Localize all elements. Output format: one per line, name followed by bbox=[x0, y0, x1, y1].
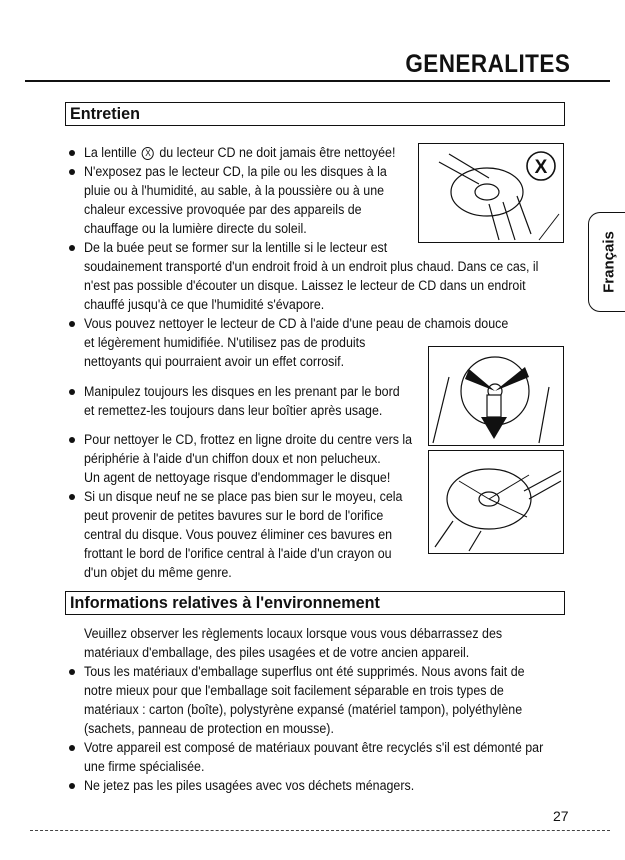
text-line: N'exposez pas le lecteur CD, la pile ou les disques à la bbox=[84, 164, 387, 179]
text-line: n'est pas possible d'écouter un disque. Laissez le lecteur de CD dans un endroit bbox=[84, 278, 526, 293]
text-line: matériaux d'emballage, des piles usagées et de votre ancien appareil. bbox=[84, 645, 470, 660]
text-fragment: La lentille bbox=[84, 145, 137, 160]
illustration-lens bbox=[418, 143, 564, 243]
text-line: notre mieux pour que l'emballage soit facilement séparable en trois types de bbox=[84, 683, 504, 698]
bullet bbox=[69, 437, 75, 443]
text-line: central du disque. Vous pouvez éliminer ces bavures en bbox=[84, 527, 393, 542]
bullet bbox=[69, 245, 75, 251]
bullet bbox=[69, 321, 75, 327]
text-line: frottant le bord de l'orifice central à l'aide d'un crayon ou bbox=[84, 546, 392, 561]
text-line: une firme spécialisée. bbox=[84, 759, 205, 774]
text-fragment: du lecteur CD ne doit jamais être nettoyée! bbox=[159, 145, 396, 160]
text-line: chaleur excessive provoquée par des appareils de bbox=[84, 202, 362, 217]
top-rule bbox=[25, 80, 610, 82]
bottom-rule bbox=[30, 830, 610, 831]
section-title: Informations relatives à l'environnement bbox=[70, 593, 380, 612]
lens-symbol-icon: X bbox=[142, 147, 154, 160]
text-line: d'un objet du même genre. bbox=[84, 565, 232, 580]
text-line: De la buée peut se former sur la lentille si le lecteur est bbox=[84, 240, 388, 255]
text-line: Un agent de nettoyage risque d'endommager le disque! bbox=[84, 470, 391, 485]
language-tab bbox=[588, 212, 625, 312]
text-line: périphérie à l'aide d'un chiffon doux et non pelucheux. bbox=[84, 451, 381, 466]
text-line: nettoyants qui pourraient avoir un effet corrosif. bbox=[84, 354, 345, 369]
bullet bbox=[69, 745, 75, 751]
text-line: matériaux : carton (boîte), polystyrène expansé (matériel tampon), polyéthylène bbox=[84, 702, 523, 717]
text-line: Pour nettoyer le CD, frottez en ligne droite du centre vers la bbox=[84, 432, 413, 447]
text-line: (sachets, panneau de protection en mousse). bbox=[84, 721, 334, 736]
bullet bbox=[69, 669, 75, 675]
text-line: Votre appareil est composé de matériaux pouvant être recyclés s'il est démonté par bbox=[84, 740, 544, 755]
text-line bbox=[84, 143, 395, 162]
section-title: Entretien bbox=[70, 104, 141, 123]
text-line: chauffé jusqu'à ce que l'humidité s'évapore. bbox=[84, 297, 325, 312]
text-line: peut provenir de petites bavures sur le bord de l'orifice bbox=[84, 508, 384, 523]
bullet bbox=[69, 389, 75, 395]
illustration-disc-handling bbox=[428, 346, 564, 446]
illustration-disc-cleaning bbox=[428, 450, 564, 554]
bullet bbox=[69, 783, 75, 789]
text-line: et légèrement humidifiée. N'utilisez pas de produits bbox=[84, 335, 366, 350]
page-number: 27 bbox=[553, 808, 569, 824]
bullet bbox=[69, 494, 75, 500]
disc-hand-icon bbox=[429, 347, 563, 445]
text-line: et remettez-les toujours dans leur boîtier après usage. bbox=[84, 403, 383, 418]
text-line: soudainement transporté d'un endroit froid à un endroit plus chaud. Dans ce cas, il bbox=[84, 259, 539, 274]
text-line: Veuillez observer les règlements locaux lorsque vous vous débarrassez des bbox=[84, 626, 503, 641]
cd-lens-icon bbox=[419, 144, 563, 242]
text-line: Ne jetez pas les piles usagées avec vos déchets ménagers. bbox=[84, 778, 415, 793]
text-line: Manipulez toujours les disques en les prenant par le bord bbox=[84, 384, 400, 399]
svg-text:X: X bbox=[534, 157, 548, 178]
text-line: pluie ou à l'humidité, au sable, à la poussière ou à une bbox=[84, 183, 385, 198]
section-heading-maintenance bbox=[65, 102, 565, 126]
text-line: chauffage ou la lumière directe du soleil. bbox=[84, 221, 307, 236]
text-line: Si un disque neuf ne se place pas bien sur le moyeu, cela bbox=[84, 489, 403, 504]
language-tab-label: Français bbox=[600, 231, 617, 293]
section-heading-environment bbox=[65, 591, 565, 615]
page-title: GENERALITES bbox=[405, 50, 570, 78]
bullet bbox=[69, 169, 75, 175]
text-line: Tous les matériaux d'emballage superflus ont été supprimés. Nous avons fait de bbox=[84, 664, 525, 679]
bullet bbox=[69, 150, 75, 156]
disc-wipe-icon bbox=[429, 451, 563, 553]
text-line: Vous pouvez nettoyer le lecteur de CD à l'aide d'une peau de chamois douce bbox=[84, 316, 509, 331]
